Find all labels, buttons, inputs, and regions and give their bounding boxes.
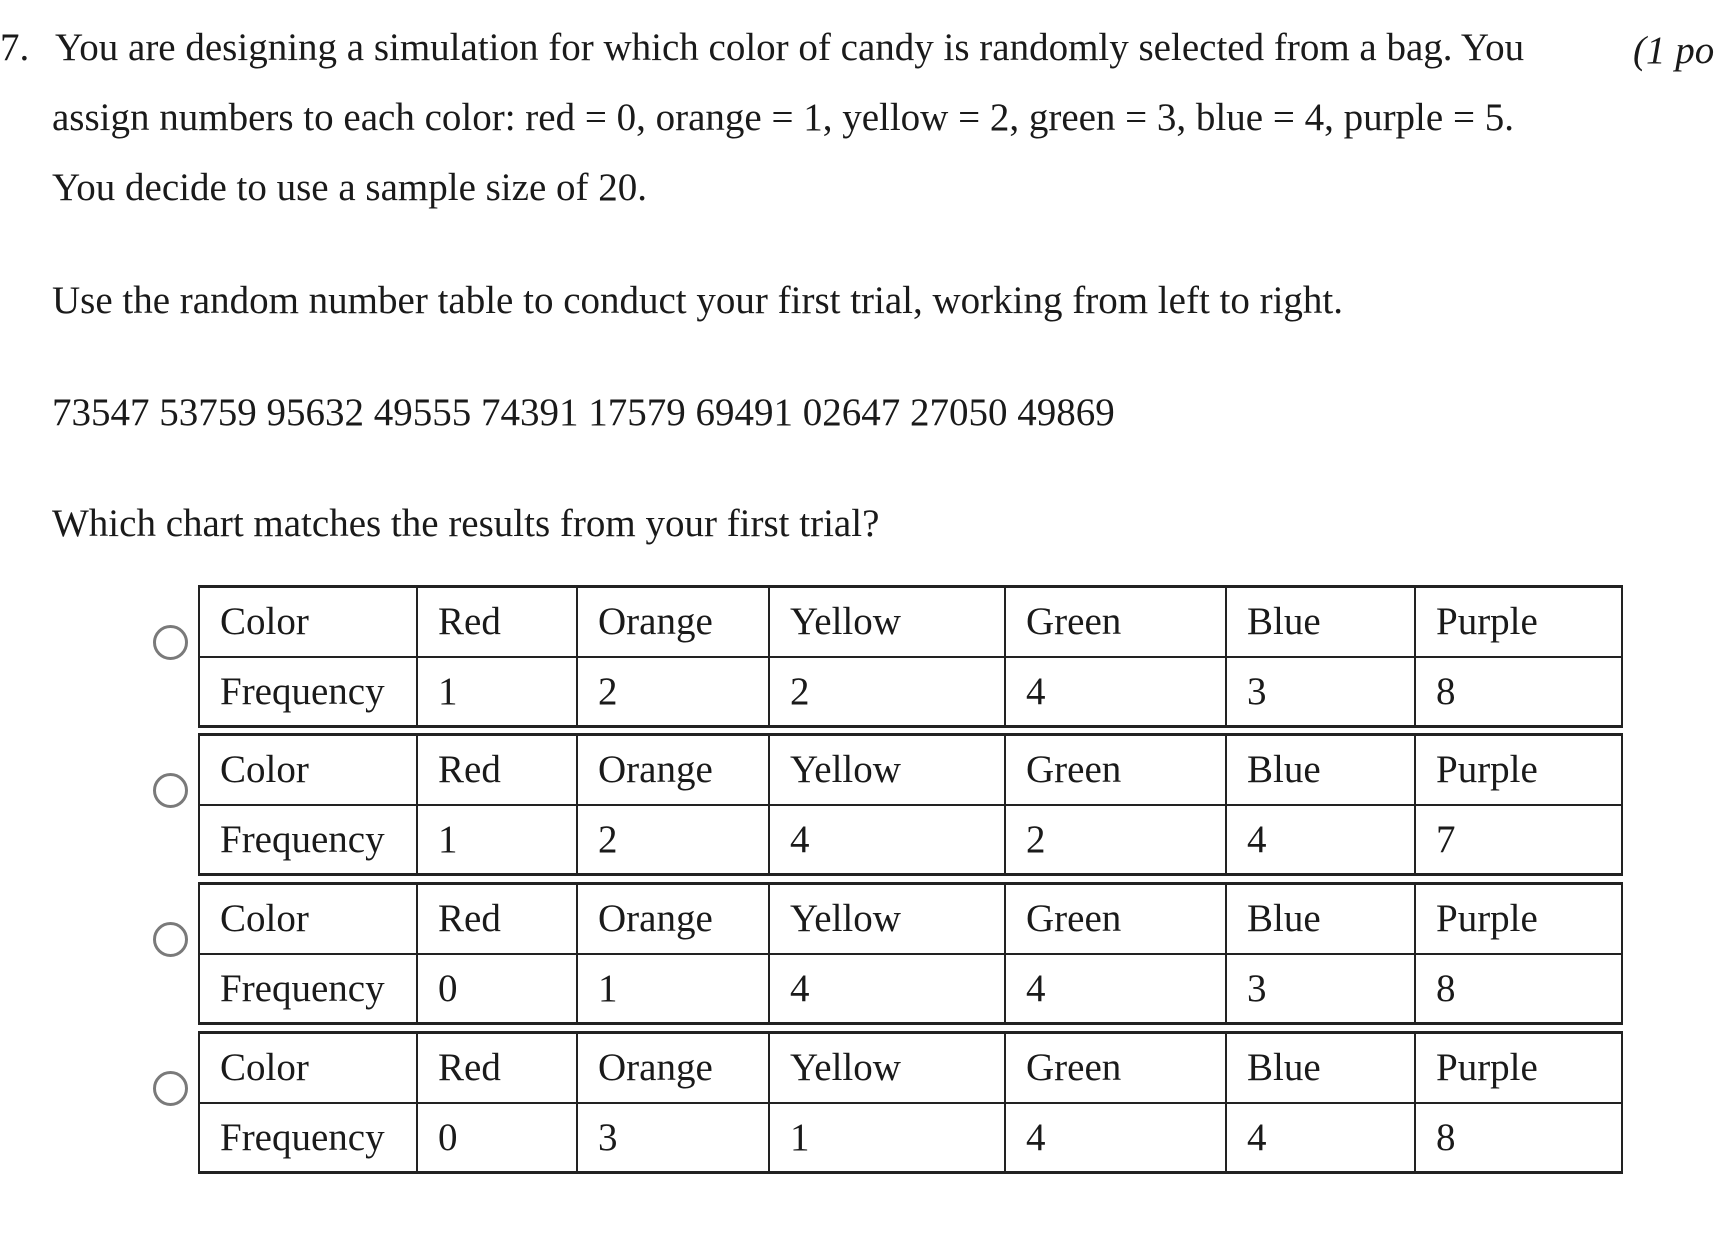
table-cell: 1 [417, 805, 577, 875]
table-cell: Red [417, 587, 577, 657]
table-cell: 4 [1226, 1103, 1415, 1173]
table-cell: Color [199, 735, 417, 805]
color-row [199, 1033, 1622, 1103]
table-cell: 4 [1005, 1103, 1226, 1173]
table-cell: Orange [577, 735, 769, 805]
frequency-row [199, 1103, 1622, 1173]
table-cell: Green [1005, 587, 1226, 657]
question-text-line-2: assign numbers to each color: red = 0, orange = 1, yellow = 2, green = 3, blue = 4, purple = 5. [52, 96, 1514, 139]
color-row [199, 884, 1622, 954]
table-cell: 1 [417, 657, 577, 727]
table-cell: Orange [577, 587, 769, 657]
table-cell: 4 [1005, 657, 1226, 727]
frequency-row [199, 657, 1622, 727]
option-a-radio[interactable] [153, 625, 188, 660]
table-cell: 1 [577, 954, 769, 1024]
table-cell: Blue [1226, 1033, 1415, 1103]
table-cell: Blue [1226, 735, 1415, 805]
table-cell: 8 [1415, 657, 1622, 727]
table-cell: 8 [1415, 954, 1622, 1024]
table-cell: Red [417, 1033, 577, 1103]
table-cell: Frequency [199, 657, 417, 727]
frequency-row [199, 954, 1622, 1024]
table-cell: Frequency [199, 805, 417, 875]
table-cell: Green [1005, 884, 1226, 954]
table-cell: 2 [769, 657, 1005, 727]
table-cell: 8 [1415, 1103, 1622, 1173]
option-c-table [198, 882, 1623, 1025]
table-cell: Yellow [769, 587, 1005, 657]
table-cell: Purple [1415, 735, 1622, 805]
table-cell: 4 [769, 954, 1005, 1024]
table-cell: Frequency [199, 954, 417, 1024]
question-text-line-3: You decide to use a sample size of 20. [52, 166, 647, 209]
table-cell: Yellow [769, 1033, 1005, 1103]
table-cell: Blue [1226, 884, 1415, 954]
table-cell: Blue [1226, 587, 1415, 657]
table-cell: 2 [577, 657, 769, 727]
option-c-radio[interactable] [153, 922, 188, 957]
table-cell: Green [1005, 735, 1226, 805]
table-cell: Yellow [769, 735, 1005, 805]
table-cell: Color [199, 587, 417, 657]
points-label: (1 po [1633, 29, 1715, 72]
question-text-line-1: You are designing a simulation for which color of candy is randomly selected from a bag. You [55, 26, 1525, 69]
table-cell: Frequency [199, 1103, 417, 1173]
table-cell: Yellow [769, 884, 1005, 954]
table-cell: 7 [1415, 805, 1622, 875]
table-cell: 0 [417, 1103, 577, 1173]
table-cell: 3 [1226, 954, 1415, 1024]
color-row [199, 587, 1622, 657]
table-cell: Purple [1415, 1033, 1622, 1103]
table-cell: 3 [1226, 657, 1415, 727]
table-cell: 3 [577, 1103, 769, 1173]
table-cell: Red [417, 735, 577, 805]
table-cell: Orange [577, 1033, 769, 1103]
table-cell: Orange [577, 884, 769, 954]
table-cell: Color [199, 1033, 417, 1103]
table-cell: 1 [769, 1103, 1005, 1173]
table-cell: 4 [769, 805, 1005, 875]
random-number-table: 73547 53759 95632 49555 74391 17579 69491 02647 27050 49869 [52, 391, 1115, 434]
table-cell: Purple [1415, 587, 1622, 657]
frequency-row [199, 805, 1622, 875]
table-cell: Color [199, 884, 417, 954]
option-b-radio[interactable] [153, 773, 188, 808]
table-cell: Green [1005, 1033, 1226, 1103]
option-d-radio[interactable] [153, 1071, 188, 1106]
table-cell: Purple [1415, 884, 1622, 954]
table-cell: Red [417, 884, 577, 954]
table-cell: 0 [417, 954, 577, 1024]
color-row [199, 735, 1622, 805]
table-cell: 4 [1226, 805, 1415, 875]
table-cell: 4 [1005, 954, 1226, 1024]
table-cell: 2 [1005, 805, 1226, 875]
option-b-table [198, 733, 1623, 876]
question-prompt: Which chart matches the results from your first trial? [52, 502, 880, 545]
table-cell: 2 [577, 805, 769, 875]
option-a-table [198, 585, 1623, 728]
instruction-text: Use the random number table to conduct your first trial, working from left to right. [52, 279, 1344, 322]
option-d-table [198, 1031, 1623, 1174]
question-number: 7. [0, 26, 30, 69]
